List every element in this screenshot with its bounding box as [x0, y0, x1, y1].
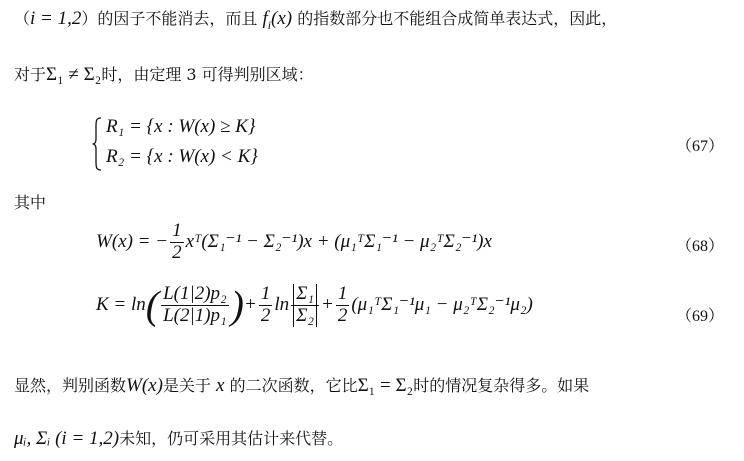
text-run: 未知，仍可采用其估计来代替。 [119, 429, 344, 448]
paragraph-4 [14, 426, 343, 450]
math-subscript: i [267, 18, 272, 32]
equation-67-line-1: R₁ = {x : W(x) ≥ K} [106, 116, 256, 137]
text-run: 对于 [14, 65, 47, 84]
equation-68 [96, 221, 492, 264]
fraction-numerator: 1 [172, 220, 182, 241]
fraction-half [170, 221, 184, 264]
fraction-half [259, 284, 273, 327]
fraction-denominator: 2 [260, 304, 271, 326]
plus-sign: + [321, 293, 334, 315]
fraction-numerator: L(1|2)p₂ [163, 283, 227, 304]
determinant: Σ₂ [293, 306, 317, 327]
math-inline: x [216, 375, 225, 396]
left-paren-icon: ( [145, 282, 160, 328]
fraction-numerator: 1 [260, 283, 271, 304]
math-inline [262, 8, 293, 32]
equation-number: （67） [675, 138, 724, 155]
equation-number: （69） [675, 308, 724, 325]
text-run: 显然，判别函数 [14, 376, 127, 395]
equation-67-line-2: R₂ = {x : W(x) < K} [106, 146, 258, 167]
text-run: 是关于 [162, 376, 211, 395]
math-inline: Σ₁ = Σ₂ [357, 375, 414, 396]
text-run: ）的因子不能消去，而且 [81, 9, 258, 28]
text-run: 的指数部分也不能组合成简单表达式，因此， [297, 9, 618, 28]
text-run: （ [14, 9, 31, 28]
fraction-half [336, 284, 350, 327]
fraction-denominator: 2 [337, 304, 348, 326]
math-inline: i = 1,2 [30, 8, 82, 29]
math-rhs: xᵀ(Σ₁⁻¹ − Σ₂⁻¹)x + (μ₁ᵀΣ₁⁻¹ − μ₂ᵀΣ₂⁻¹)x [185, 230, 492, 252]
plus-sign: + [244, 293, 257, 315]
math-inline: μᵢ, Σᵢ (i = 1,2) [14, 428, 120, 449]
math-lhs: K = ln [96, 293, 146, 315]
fraction-denominator [291, 306, 319, 327]
right-paren-icon: ) [230, 282, 244, 328]
fraction-numerator [291, 284, 319, 306]
equation-69 [96, 284, 533, 327]
text-run: 时，由定理 3 可得判别区域： [101, 65, 314, 84]
equation-number: （68） [675, 238, 724, 255]
math-inline: W(x) [126, 375, 163, 396]
text-run: 时的情况复杂得多。如果 [413, 376, 590, 395]
fraction-denominator: L(2|1)p₁ [163, 304, 227, 326]
fraction-loss [161, 284, 229, 327]
text-run: 的二次函数，它比 [229, 376, 358, 395]
math-lhs: W(x) = − [96, 230, 169, 252]
paragraph-3 [14, 373, 589, 397]
ln-operator: ln [274, 293, 290, 315]
fraction-numerator: 1 [337, 283, 348, 304]
math-symbol: (x) [271, 8, 293, 29]
paragraph-2 [14, 62, 314, 86]
determinant: Σ₁ [293, 284, 317, 305]
qizhong-label: 其中 [14, 193, 47, 212]
fraction-determinants [291, 284, 319, 327]
math-inline: Σ₁ ≠ Σ₂ [46, 64, 102, 85]
math-symbol: f [262, 8, 268, 29]
math-tail: (μ₁ᵀΣ₁⁻¹μ₁ − μ₂ᵀΣ₂⁻¹μ₂) [351, 293, 533, 315]
left-brace-icon [92, 117, 102, 171]
fraction-denominator: 2 [172, 241, 182, 263]
paragraph-1 [14, 6, 617, 33]
